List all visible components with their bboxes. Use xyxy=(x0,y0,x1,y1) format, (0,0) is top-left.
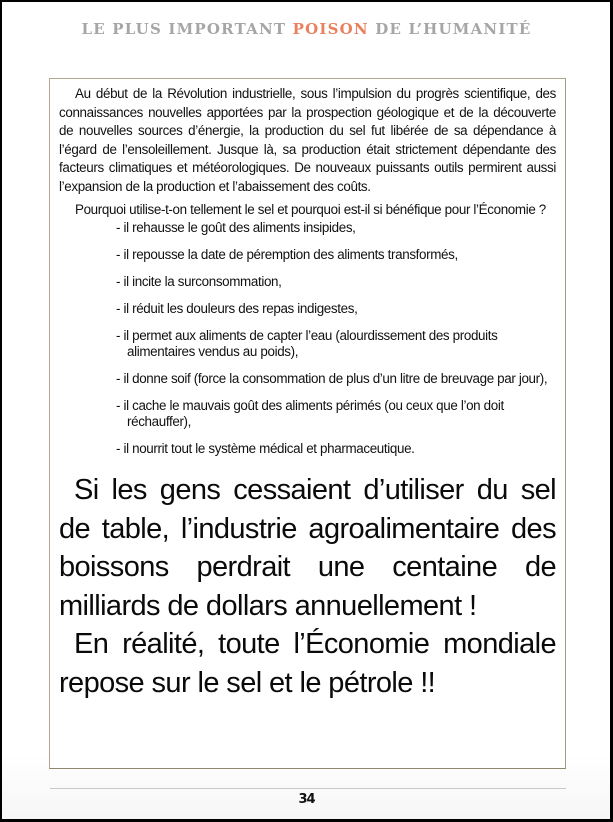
header-title-end: DE L’HUMANITÉ xyxy=(375,20,532,38)
running-header xyxy=(2,20,611,38)
intro-paragraph: Au début de la Révolution industrielle, sous l’impulsion du progrès scientifique, des connaissances nouvelles apportées par la prospection géologique et de la découverte de nouvelles sources d’énergie, la production du sel fut libérée de sa dépendance à l’égard de l’ensoleillement. Jusque là, sa production était strictement dépendante des facteurs climatiques et météorologiques. De nouveaux puissants outils permirent aussi l’expansion de la production et l’abaissement des coûts. xyxy=(59,86,556,194)
list-item: - il rehausse le goût des aliments insipides, xyxy=(116,220,356,236)
emphasis-statement: Si les gens cessaient d’utiliser du sel de table, l’industrie agroalimentaire des boissons perdrait une centaine de milliards de dollars annuellement ! xyxy=(59,474,556,622)
header-title-start: LE PLUS IMPORTANT xyxy=(81,20,287,38)
list-item: - il incite la surconsommation, xyxy=(116,274,282,290)
list-item: - il repousse la date de péremption des aliments transformés, xyxy=(116,247,458,263)
question-paragraph: Pourquoi utilise-t-on tellement le sel et pourquoi est-il si bénéfique pour l’Économie ? xyxy=(75,201,546,217)
list-item: - il cache le mauvais goût des aliments périmés (ou ceux que l’on doit réchauffer), xyxy=(116,398,504,430)
emphasis-conclusion: En réalité, toute l’Économie mondiale repose sur le sel et le pétrole !! xyxy=(59,628,556,699)
header-title-accent: POISON xyxy=(292,20,369,38)
list-item: - il réduit les douleurs des repas indigestes, xyxy=(116,301,358,317)
list-item: - il donne soif (force la consommation de plus d’un litre de breuvage par jour), xyxy=(116,371,548,387)
footer-divider xyxy=(50,788,566,789)
list-item: - il permet aux aliments de capter l’eau (alourdissement des produits alimentaires vendus au poids), xyxy=(116,328,498,360)
content-box xyxy=(49,78,566,769)
reasons-list xyxy=(59,220,556,457)
page-number: 34 xyxy=(298,792,315,807)
list-item: - il nourrit tout le système médical et pharmaceutique. xyxy=(116,441,415,457)
